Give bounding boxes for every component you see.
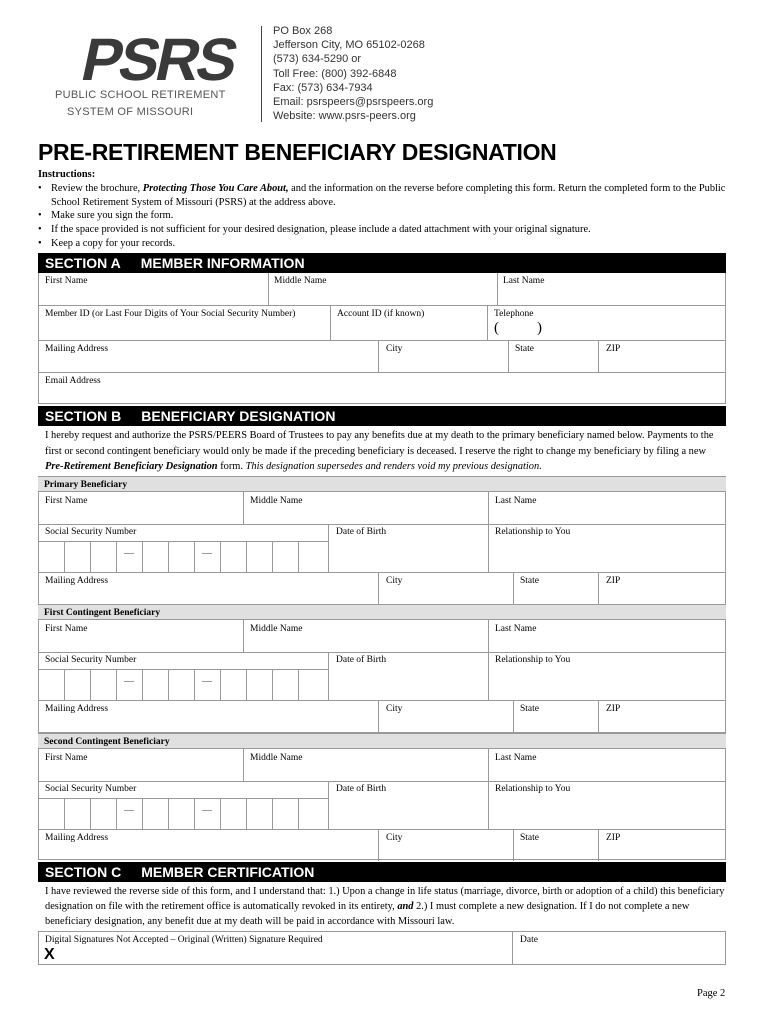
- primary-state-field[interactable]: State: [520, 576, 539, 586]
- first-contingent-state-field[interactable]: State: [520, 704, 539, 714]
- primary-dob-field[interactable]: Date of Birth: [336, 527, 387, 537]
- primary-ssn-separator: —: [202, 548, 212, 559]
- section-a-header: SECTION A MEMBER INFORMATION: [38, 253, 726, 273]
- second-contingent-beneficiary-heading: Second Contingent Beneficiary: [38, 733, 726, 749]
- instruction-item: • Review the brochure, Protecting Those You Care About, and the information on the reverse before completing this form. Return the completed form to the Public School Retirement System of Missouri (PSRS) at the address above.: [38, 182, 728, 210]
- contact-info: PO Box 268 Jefferson City, MO 65102-0268 (573) 634-5290 or Toll Free: (800) 392-6848 Fax: (573) 634-7934 Email: psrspeers@psrspeers.org Website: www.psrs-peers.org: [273, 25, 434, 123]
- first-contingent-mailing-address-field[interactable]: Mailing Address: [45, 704, 109, 714]
- second-contingent-last-name-field[interactable]: Last Name: [495, 753, 537, 763]
- second-contingent-ssn-separator: —: [124, 805, 134, 816]
- section-c-header: SECTION C MEMBER CERTIFICATION: [38, 862, 726, 882]
- first-contingent-middle-name-field[interactable]: Middle Name: [250, 624, 303, 634]
- section-c-certification-text: I have reviewed the reverse side of this form, and I understand that: 1.) Upon a change in life status (marriage, divorce, birth or adoption of a child) this beneficiary designation on file with the retirement office is automatically revoked in its entirety, and 2.) I must complete a new designation. If I do not complete a new beneficiary designation, any benefit due at my death will be paid in accordance with Missouri law.: [45, 886, 725, 927]
- member-zip-field[interactable]: ZIP: [606, 344, 621, 354]
- primary-ssn-separator: —: [124, 548, 134, 559]
- member-id-field[interactable]: Member ID (or Last Four Digits of Your Social Security Number): [45, 309, 296, 319]
- second-contingent-dob-field[interactable]: Date of Birth: [336, 784, 387, 794]
- primary-ssn-label: Social Security Number: [45, 527, 137, 537]
- telephone-field[interactable]: Telephone: [494, 309, 534, 319]
- second-contingent-ssn-separator: —: [202, 805, 212, 816]
- telephone-area-close: ): [537, 320, 542, 336]
- first-contingent-first-name-field[interactable]: First Name: [45, 624, 88, 634]
- logo-wordmark: PSRS: [75, 26, 242, 93]
- section-b-authorization-text: I hereby request and authorize the PSRS/PEERS Board of Trustees to pay any benefits due at my death to the primary beneficiary named below. Payments to the first or second contingent beneficiary would only be made if the preceding beneficiary is deceased. I reserve the right to change my beneficiary by filing a new Pre-Retirement Beneficiary Designation form. This designation supersedes and renders void my previous designation.: [45, 430, 714, 472]
- primary-last-name-field[interactable]: Last Name: [495, 496, 537, 506]
- section-a-form: [38, 273, 726, 404]
- telephone-area-open: (: [494, 320, 499, 336]
- primary-zip-field[interactable]: ZIP: [606, 576, 621, 586]
- first-contingent-dob-field[interactable]: Date of Birth: [336, 655, 387, 665]
- member-mailing-address-field[interactable]: Mailing Address: [45, 344, 109, 354]
- page-number: Page 2: [697, 988, 726, 999]
- member-email-field[interactable]: Email Address: [45, 376, 101, 386]
- member-state-field[interactable]: State: [515, 344, 534, 354]
- instruction-item: • Make sure you sign the form.: [38, 209, 728, 223]
- member-city-field[interactable]: City: [386, 344, 403, 354]
- instructions-heading: Instructions:: [38, 169, 96, 180]
- first-contingent-ssn-label: Social Security Number: [45, 655, 137, 665]
- signature-label: Digital Signatures Not Accepted – Original (Written) Signature Required: [45, 935, 323, 945]
- second-contingent-middle-name-field[interactable]: Middle Name: [250, 753, 303, 763]
- logo-subtitle: PUBLIC SCHOOL RETIREMENT SYSTEM OF MISSOURI: [55, 89, 226, 118]
- account-id-field[interactable]: Account ID (if known): [337, 309, 425, 319]
- second-contingent-first-name-field[interactable]: First Name: [45, 753, 88, 763]
- first-contingent-last-name-field[interactable]: Last Name: [495, 624, 537, 634]
- second-contingent-city-field[interactable]: City: [386, 833, 403, 843]
- first-contingent-relationship-field[interactable]: Relationship to You: [495, 655, 571, 665]
- member-middle-name-field[interactable]: Middle Name: [274, 276, 327, 286]
- second-contingent-mailing-address-field[interactable]: Mailing Address: [45, 833, 109, 843]
- member-last-name-field[interactable]: Last Name: [503, 276, 545, 286]
- primary-middle-name-field[interactable]: Middle Name: [250, 496, 303, 506]
- contact-email[interactable]: Email: psrspeers@psrspeers.org: [273, 96, 434, 109]
- psrs-logo: [50, 22, 270, 122]
- second-contingent-zip-field[interactable]: ZIP: [606, 833, 621, 843]
- second-contingent-state-field[interactable]: State: [520, 833, 539, 843]
- first-contingent-beneficiary-heading: First Contingent Beneficiary: [38, 604, 726, 620]
- section-b-header: SECTION B BENEFICIARY DESIGNATION: [38, 406, 726, 426]
- member-first-name-field[interactable]: First Name: [45, 276, 88, 286]
- second-contingent-relationship-field[interactable]: Relationship to You: [495, 784, 571, 794]
- primary-mailing-address-field[interactable]: Mailing Address: [45, 576, 109, 586]
- first-contingent-ssn-separator: —: [202, 676, 212, 687]
- instruction-item: • Keep a copy for your records.: [38, 237, 728, 251]
- form-title: PRE-RETIREMENT BENEFICIARY DESIGNATION: [38, 139, 557, 165]
- contact-website[interactable]: Website: www.psrs-peers.org: [273, 110, 416, 123]
- first-contingent-ssn-separator: —: [124, 676, 134, 687]
- signature-date-field[interactable]: Date: [520, 935, 538, 945]
- first-contingent-zip-field[interactable]: ZIP: [606, 704, 621, 714]
- primary-relationship-field[interactable]: Relationship to You: [495, 527, 571, 537]
- second-contingent-ssn-label: Social Security Number: [45, 784, 137, 794]
- instructions: [38, 168, 728, 251]
- primary-city-field[interactable]: City: [386, 576, 403, 586]
- primary-beneficiary-heading: Primary Beneficiary: [38, 476, 726, 492]
- signature-field[interactable]: X: [44, 946, 55, 963]
- header-divider: [261, 26, 262, 122]
- primary-first-name-field[interactable]: First Name: [45, 496, 88, 506]
- first-contingent-city-field[interactable]: City: [386, 704, 403, 714]
- instruction-item: • If the space provided is not sufficient for your desired designation, please include a dated attachment with your original signature.: [38, 223, 728, 237]
